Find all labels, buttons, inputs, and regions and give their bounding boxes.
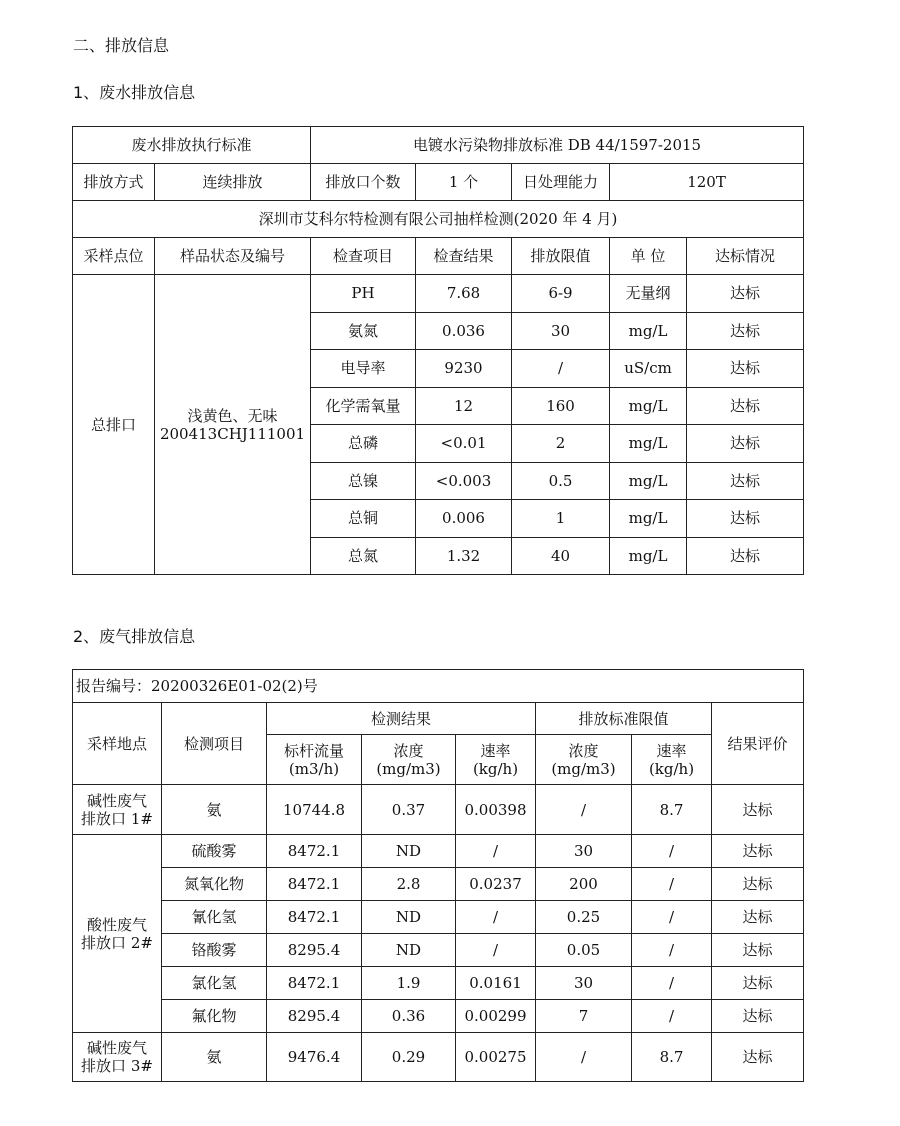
cell-rate: 0.00299: [456, 1000, 536, 1033]
cell-unit: mg/L: [610, 462, 687, 500]
cell-item: 电导率: [311, 350, 416, 388]
cell-eval: 达标: [712, 934, 804, 967]
site-line1: 碱性废气: [86, 791, 147, 810]
outlets-value: 1 个: [416, 164, 512, 201]
header-limit-rate-label: 速率: [656, 741, 687, 760]
cell-eval: 达标: [712, 1000, 804, 1033]
cell-result: <0.003: [416, 462, 512, 500]
cell-conc: 0.37: [362, 785, 456, 835]
exhaust-row: [73, 1000, 804, 1033]
exhaust-row: [73, 1033, 804, 1082]
cell-limit: 6-9: [512, 275, 610, 313]
cell-conc: ND: [362, 835, 456, 868]
header-cell: 检查项目: [311, 238, 416, 275]
cell-limit: 2: [512, 425, 610, 463]
exhaust-row: [73, 785, 804, 835]
site-line1: 碱性废气: [86, 1039, 147, 1057]
cell-unit: mg/L: [610, 425, 687, 463]
cell-limit-rate: 8.7: [632, 785, 712, 835]
cell-item: 总铜: [311, 500, 416, 538]
wastewater-header-row: [73, 238, 804, 275]
cell-flow: 8472.1: [267, 835, 362, 868]
cell-limit-rate: /: [632, 967, 712, 1000]
cell-limit-rate: /: [632, 901, 712, 934]
method-label: 排放方式: [73, 164, 155, 201]
header-evaluation: 结果评价: [712, 703, 804, 785]
cell-conc: 0.36: [362, 1000, 456, 1033]
report-number: 报告编号：20200326E01-02(2)号: [73, 670, 804, 703]
header-conc: [362, 735, 456, 785]
test-note: 深圳市艾科尔特检测有限公司抽样检测(2020 年 4 月): [73, 201, 804, 238]
cell-eval: 达标: [712, 967, 804, 1000]
cell-unit: 无量纲: [610, 275, 687, 313]
standard-value: 电镀水污染物排放标准 DB 44/1597-2015: [311, 127, 804, 164]
header-limit-rate: [632, 735, 712, 785]
header-result-group: 检测结果: [267, 703, 536, 735]
cell-status: 达标: [687, 537, 804, 575]
capacity-value: 120T: [610, 164, 804, 201]
header-item: 检测项目: [162, 703, 267, 785]
cell-limit-conc: 0.05: [536, 934, 632, 967]
wastewater-title: 1、废水排放信息: [73, 83, 196, 102]
cell-eval: 达标: [712, 1033, 804, 1082]
cell-result: 1.32: [416, 537, 512, 575]
header-rate-label: 速率: [480, 741, 511, 760]
cell-status: 达标: [687, 387, 804, 425]
cell-eval: 达标: [712, 785, 804, 835]
cell-limit: 0.5: [512, 462, 610, 500]
cell-limit: /: [512, 350, 610, 388]
cell-rate: /: [456, 934, 536, 967]
cell-result: 0.036: [416, 312, 512, 350]
header-rate: [456, 735, 536, 785]
header-flow: [267, 735, 362, 785]
cell-limit-rate: /: [632, 934, 712, 967]
cell-flow: 9476.4: [267, 1033, 362, 1082]
cell-eval: 达标: [712, 901, 804, 934]
exhaust-row: [73, 835, 804, 868]
cell-eval: 达标: [712, 868, 804, 901]
standard-label: 废水排放执行标准: [73, 127, 311, 164]
header-conc-label: 浓度: [393, 741, 424, 760]
wastewater-table: [72, 126, 804, 575]
cell-result: 0.006: [416, 500, 512, 538]
cell-unit: mg/L: [610, 500, 687, 538]
exhaust-title: 2、废气排放信息: [73, 627, 196, 646]
header-limit-conc-unit: (mg/m3): [551, 759, 616, 778]
sample-state-cell: [155, 275, 311, 575]
site-cell: [73, 1033, 162, 1082]
cell-result: <0.01: [416, 425, 512, 463]
site-cell: [73, 835, 162, 1033]
cell-flow: 8295.4: [267, 1000, 362, 1033]
cell-flow: 8295.4: [267, 934, 362, 967]
cell-limit: 40: [512, 537, 610, 575]
cell-flow: 8472.1: [267, 868, 362, 901]
cell-limit-conc: 7: [536, 1000, 632, 1033]
cell-item: 总磷: [311, 425, 416, 463]
cell-status: 达标: [687, 312, 804, 350]
cell-item: PH: [311, 275, 416, 313]
exhaust-table: [72, 669, 804, 1082]
header-cell: 达标情况: [687, 238, 804, 275]
header-flow-unit: (m3/h): [288, 759, 340, 778]
cell-rate: 0.0237: [456, 868, 536, 901]
outlets-label: 排放口个数: [311, 164, 416, 201]
cell-conc: 0.29: [362, 1033, 456, 1082]
header-flow-label: 标杆流量: [283, 741, 344, 760]
header-cell: 检查结果: [416, 238, 512, 275]
cell-rate: 0.00275: [456, 1033, 536, 1082]
cell-limit: 1: [512, 500, 610, 538]
cell-limit-rate: /: [632, 1000, 712, 1033]
cell-rate: 0.0161: [456, 967, 536, 1000]
cell-conc: 1.9: [362, 967, 456, 1000]
header-cell: 单 位: [610, 238, 687, 275]
header-limit-conc: [536, 735, 632, 785]
cell-conc: ND: [362, 901, 456, 934]
exhaust-row: [73, 901, 804, 934]
cell-limit-conc: /: [536, 785, 632, 835]
site-line1: 酸性废气: [86, 915, 147, 934]
cell-eval: 达标: [712, 835, 804, 868]
cell-rate: /: [456, 901, 536, 934]
cell-status: 达标: [687, 275, 804, 313]
cell-status: 达标: [687, 425, 804, 463]
sample-id: 200413CHJ111001: [159, 424, 306, 443]
cell-item: 总镍: [311, 462, 416, 500]
cell-status: 达标: [687, 500, 804, 538]
cell-item: 氨: [162, 1033, 267, 1082]
cell-limit-conc: 30: [536, 967, 632, 1000]
cell-limit-conc: 0.25: [536, 901, 632, 934]
cell-status: 达标: [687, 462, 804, 500]
exhaust-row: [73, 934, 804, 967]
cell-limit: 30: [512, 312, 610, 350]
cell-result: 12: [416, 387, 512, 425]
cell-rate: 0.00398: [456, 785, 536, 835]
header-cell: 采样点位: [73, 238, 155, 275]
header-rate-unit: (kg/h): [472, 759, 519, 778]
cell-item: 氮氧化物: [162, 868, 267, 901]
cell-item: 氨氮: [311, 312, 416, 350]
capacity-label: 日处理能力: [512, 164, 610, 201]
cell-limit: 160: [512, 387, 610, 425]
method-value: 连续排放: [155, 164, 311, 201]
wastewater-row: [73, 275, 804, 313]
cell-flow: 10744.8: [267, 785, 362, 835]
sample-point: 总排口: [73, 275, 155, 575]
cell-item: 铬酸雾: [162, 934, 267, 967]
header-cell: 样品状态及编号: [155, 238, 311, 275]
header-limit-conc-label: 浓度: [568, 741, 599, 760]
cell-flow: 8472.1: [267, 967, 362, 1000]
header-cell: 排放限值: [512, 238, 610, 275]
cell-rate: /: [456, 835, 536, 868]
cell-limit-conc: /: [536, 1033, 632, 1082]
cell-limit-conc: 30: [536, 835, 632, 868]
sample-state: 浅黄色、无味: [187, 406, 278, 425]
cell-limit-rate: 8.7: [632, 1033, 712, 1082]
header-limit-group: 排放标准限值: [536, 703, 712, 735]
exhaust-row: [73, 967, 804, 1000]
header-limit-rate-unit: (kg/h): [648, 759, 695, 778]
cell-item: 化学需氧量: [311, 387, 416, 425]
cell-item: 氰化氢: [162, 901, 267, 934]
site-line2: 排放口 2#: [81, 933, 153, 952]
header-site: 采样地点: [73, 703, 162, 785]
cell-unit: mg/L: [610, 387, 687, 425]
cell-flow: 8472.1: [267, 901, 362, 934]
cell-limit-rate: /: [632, 868, 712, 901]
site-cell: [73, 785, 162, 835]
cell-result: 9230: [416, 350, 512, 388]
cell-result: 7.68: [416, 275, 512, 313]
cell-conc: ND: [362, 934, 456, 967]
header-conc-unit: (mg/m3): [376, 759, 441, 778]
section-title: 二、排放信息: [73, 36, 170, 55]
cell-unit: uS/cm: [610, 350, 687, 388]
cell-limit-conc: 200: [536, 868, 632, 901]
cell-item: 硫酸雾: [162, 835, 267, 868]
cell-unit: mg/L: [610, 312, 687, 350]
cell-item: 总氮: [311, 537, 416, 575]
cell-conc: 2.8: [362, 868, 456, 901]
cell-unit: mg/L: [610, 537, 687, 575]
site-line2: 排放口 1#: [81, 809, 153, 828]
cell-item: 氟化物: [162, 1000, 267, 1033]
exhaust-row: [73, 868, 804, 901]
cell-item: 氨: [162, 785, 267, 835]
cell-status: 达标: [687, 350, 804, 388]
cell-limit-rate: /: [632, 835, 712, 868]
cell-item: 氯化氢: [162, 967, 267, 1000]
site-line2: 排放口 3#: [81, 1057, 153, 1075]
